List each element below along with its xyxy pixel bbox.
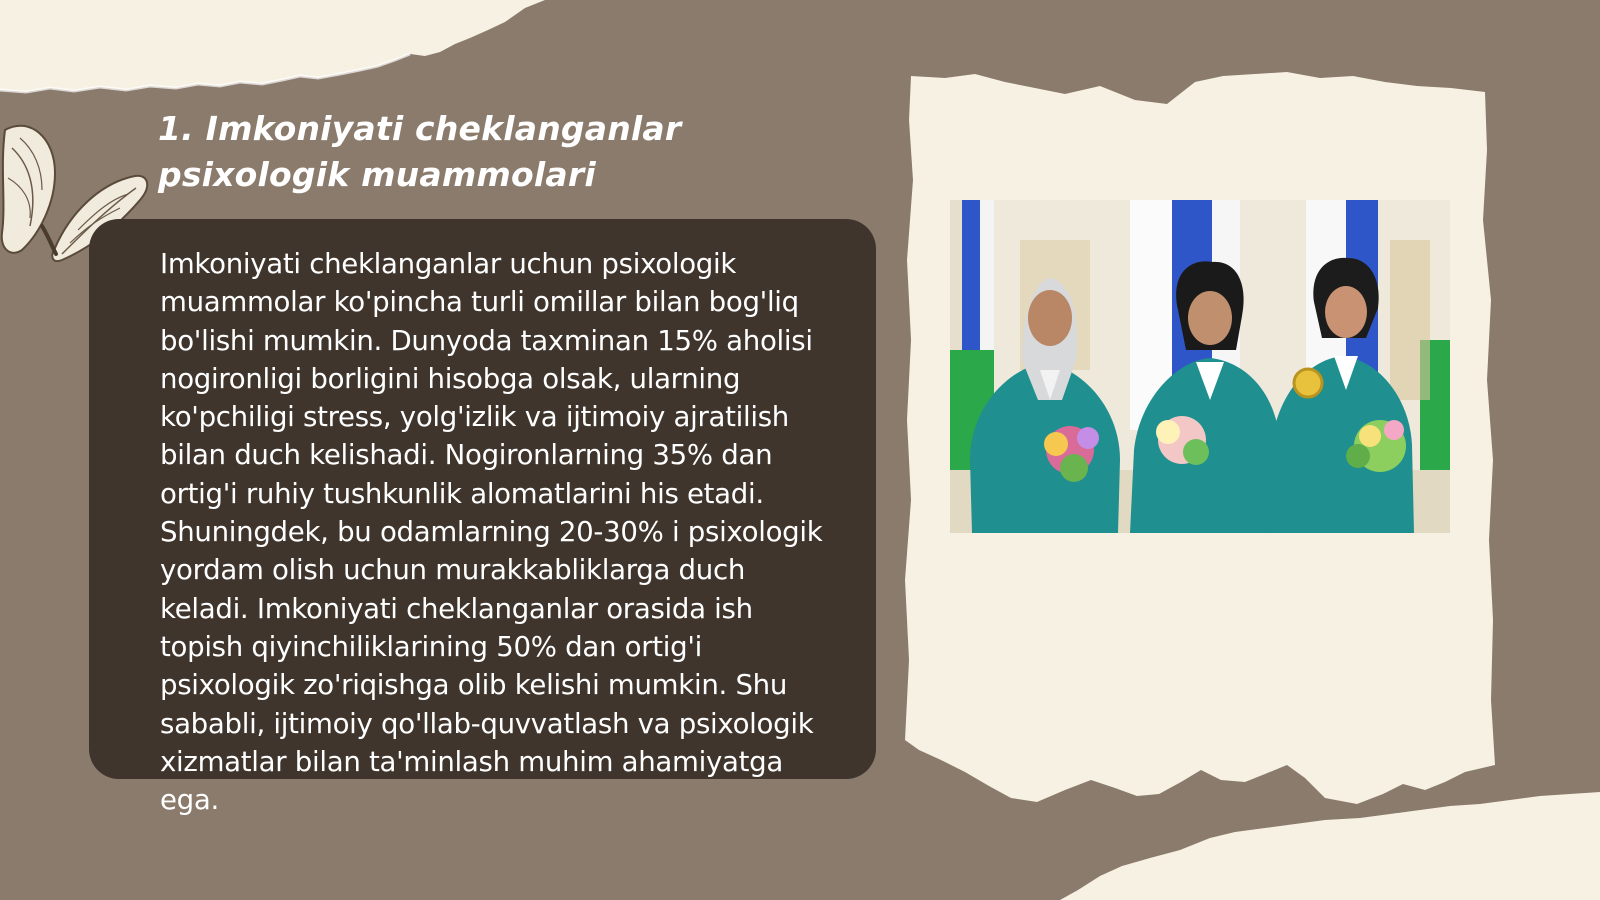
slide-title: 1. Imkoniyati cheklanganlar psixologik muammolari	[158, 109, 682, 194]
athletes-photo	[950, 200, 1450, 533]
body-text: Imkoniyati cheklanganlar uchun psixologik muammolar ko'pincha turli omillar bilan bog'liq bo'lishi mumkin. Dunyoda taxminan 15% aholisi nogironligi borligini hisobga olsak, ularning ko'pchiligi stress, yolg'izlik va ijtimoiy ajratilish bilan duch kelishadi. Nogironlarning 35% dan ortig'i ruhiy tushkunlik alomatlarini his etadi. Shuningdek, bu odamlarning 20-30% i psixologik yordam olish uchun murakkabliklarga duch keladi. Imkoniyati cheklanganlar orasida ish topish qiyinchiliklarining 50% dan ortig'i psixologik zo'riqishga olib kelishi mumkin. Shu sababli, ijtimoiy qo'llab-quvvatlash va psixologik xizmatlar bilan ta'minlash muhim ahamiyatga ega.	[160, 247, 823, 817]
